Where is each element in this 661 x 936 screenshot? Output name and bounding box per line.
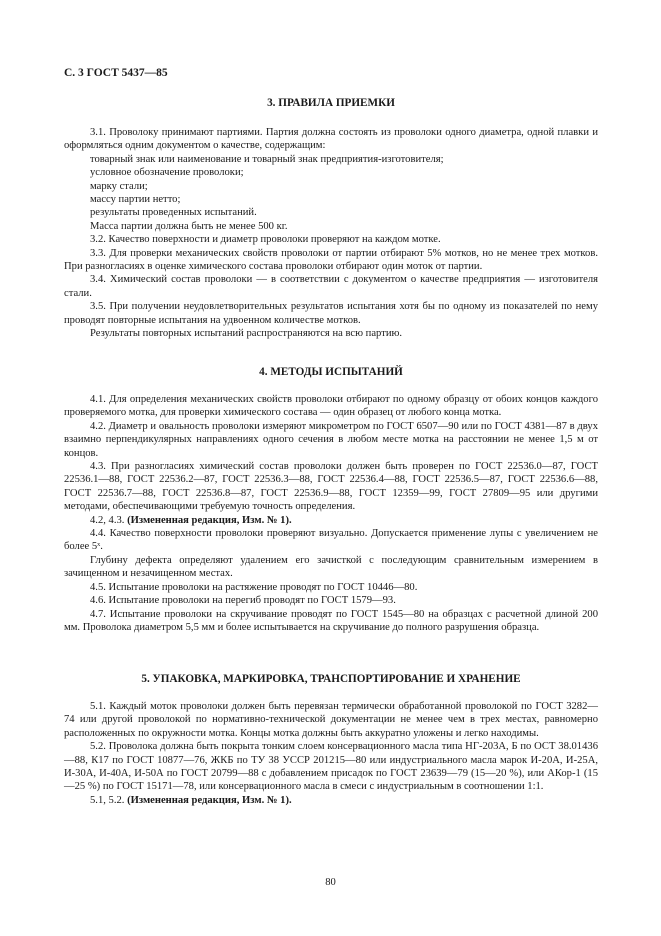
paragraph-4-5: 4.5. Испытание проволоки на растяжение проводят по ГОСТ 10446—80. — [90, 581, 418, 593]
paragraph-5-1: 5.1. Каждый моток проволоки должен быть перевязан термически обработанной проволокой по ГОСТ 3282—74 или другой проволокой по нормативно-технической документации не менее чем в трех местах, равномерно расположенных по окружности мотка. Концы мотка должны быть аккуратно уложены и легко находимы. — [64, 701, 598, 739]
paragraph-4-6: 4.6. Испытание проволоки на перегиб проводят по ГОСТ 1579—93. — [90, 595, 396, 607]
amendment-prefix: 4.2, 4.3. — [90, 514, 128, 526]
paragraph-5-2: 5.2. Проволока должна быть покрыта тонким слоем консервационного масла типа НГ-203А, Б по ОСТ 38.01436—88, К17 по ГОСТ 10877—76, ЖКБ по ТУ 38 УССР 201215—80 или индустриального масла марок И-20А, И-25А, И-30А, И-40А, И-50А по ГОСТ 20799—88 с добавлением присадок по ГОСТ 23639—79 (15—20 %), или АКор-1 (15—25 %) по ГОСТ 15171—78, или консервационного масла в смеси с индустриальным в соотношении 1:1. — [64, 741, 598, 793]
list-item: результаты проведенных испытаний. — [90, 207, 257, 219]
amendment-note-4 — [64, 514, 598, 527]
section-4 — [64, 366, 598, 379]
section-4-body — [64, 393, 598, 634]
paragraph-3-6: Результаты повторных испытаний распространяются на всю партию. — [90, 328, 403, 340]
section-5 — [64, 673, 598, 686]
paragraph-3-3: 3.3. Для проверки механических свойств проволоки от партии отбирают 5% мотков, но не менее трех мотков. При разногласиях в оценке химического состава проволоки отбирают один моток от партии. — [64, 247, 598, 273]
section-5-body — [64, 700, 598, 807]
paragraph-3-5: 3.5. При получении неудовлетворительных результатов испытания хотя бы по одному из показателей по нему проводят повторные испытания на удвоенном количестве мотков. — [64, 301, 598, 326]
section-5-title: 5. УПАКОВКА, МАРКИРОВКА, ТРАНСПОРТИРОВАНИЕ И ХРАНЕНИЕ — [141, 673, 521, 685]
paragraph-mass: Масса партии должна быть не менее 500 кг. — [90, 220, 288, 232]
paragraph-4-4b: Глубину дефекта определяют удалением его зачисткой с последующим сравнительным измерением в зачищенном и незачищенном местах. — [64, 554, 598, 580]
amendment-note-5 — [64, 794, 598, 807]
list-item: товарный знак или наименование и товарный знак предприятия-изготовителя; — [90, 153, 444, 165]
list-item: условное обозначение проволоки; — [90, 167, 244, 179]
page-header: С. 3 ГОСТ 5437—85 — [64, 67, 168, 79]
list-item: массу партии нетто; — [90, 194, 181, 206]
list-item: марку стали; — [90, 180, 148, 192]
paragraph-4-3: 4.3. При разногласиях химический состав проволоки должен быть проверен по ГОСТ 22536.0—87, ГОСТ 22536.1—88, ГОСТ 22536.2—87, ГОСТ 22536.3—88, ГОСТ 22536.4—88, ГОСТ 22536.5—87, ГОСТ 22536.6—88, ГОСТ 22536.7—88, ГОСТ 22536.8—87, ГОСТ 22536.9—88, ГОСТ 12359—99, ГОСТ 27809—95 или другими методами, обеспечивающими требуемую точность определения. — [64, 461, 598, 513]
section-3 — [64, 97, 598, 110]
paragraph-4-2: 4.2. Диаметр и овальность проволоки измеряют микрометром по ГОСТ 6507—90 или по ГОСТ 4381—87 в двух взаимно перпендикулярных направлениях одного сечения в любом месте мотка на расстоянии не менее 1,5 м от концов. — [64, 420, 598, 459]
paragraph-3-4: 3.4. Химический состав проволоки — в соответствии с документом о качестве предприятия — изготовителя стали. — [64, 274, 598, 299]
paragraph-4-4: 4.4. Качество поверхности проволоки проверяют визуально. Допускается применение лупы с увеличением не более 5ˣ. — [64, 528, 598, 553]
amendment-text: (Измененная редакция, Изм. № 1). — [127, 514, 292, 526]
paragraph-4-7: 4.7. Испытание проволоки на скручивание проводят по ГОСТ 1545—80 на образцах с расчетной длиной 200 мм. Проволока диаметром 5,5 мм и более испытывается на скручивание до полного разрушения образца. — [64, 608, 598, 633]
paragraph-4-1: 4.1. Для определения механических свойств проволоки отбирают по одному образцу от обоих концов каждого проверяемого мотка, для проверки химического состава — один образец от любого конца мотка. — [64, 394, 598, 419]
page-number: 80 — [325, 877, 336, 888]
section-4-title: 4. МЕТОДЫ ИСПЫТАНИЙ — [259, 366, 403, 378]
section-3-title: 3. ПРАВИЛА ПРИЕМКИ — [267, 97, 395, 109]
paragraph-3-2: 3.2. Качество поверхности и диаметр проволоки проверяют на каждом мотке. — [90, 234, 441, 246]
amendment-text: (Измененная редакция, Изм. № 1). — [127, 794, 292, 806]
section-3-body — [64, 126, 598, 341]
amendment-prefix: 5.1, 5.2. — [90, 794, 128, 806]
paragraph-3-1: 3.1. Проволоку принимают партиями. Партия должна состоять из проволоки одного диаметра, одной плавки и оформляться одним документом о качестве, содержащим: — [64, 127, 598, 152]
